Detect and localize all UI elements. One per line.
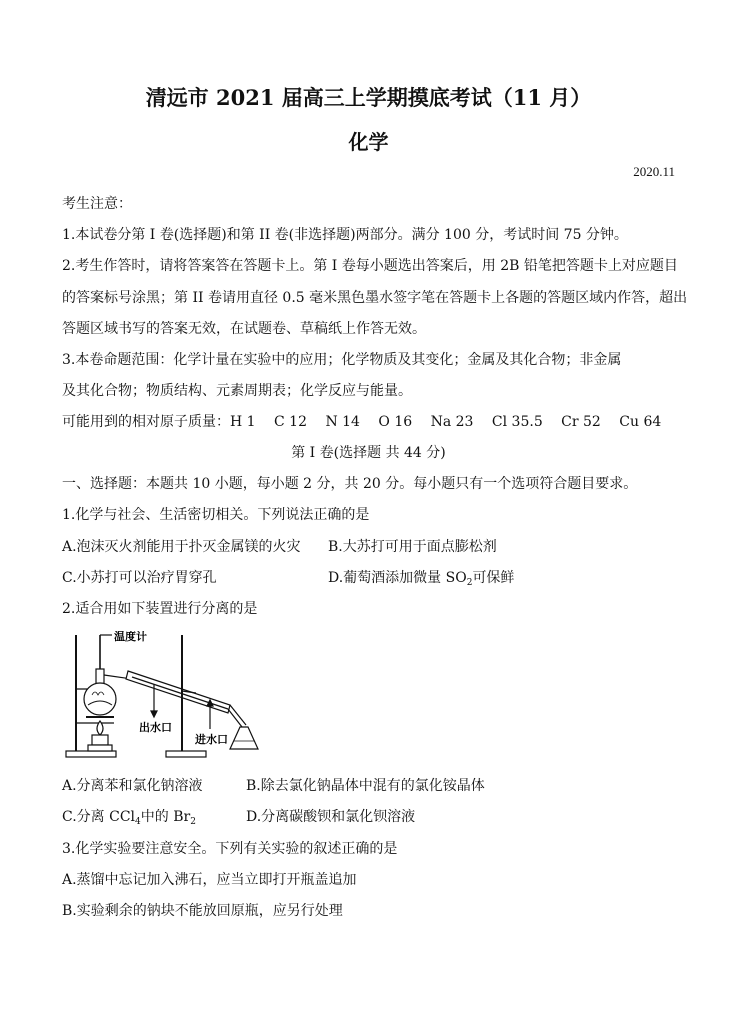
section-1-title: 第 I 卷(选择题 共 44 分) <box>291 445 446 461</box>
note-3-line-1: 3.本卷命题范围：化学计量在实验中的应用；化学物质及其变化；金属及其化合物；非金属 <box>62 352 622 368</box>
water-inlet-label: 进水口 <box>195 733 228 746</box>
question-2-option-b: B.除去氯化钠晶体中混有的氯化铵晶体 <box>246 778 485 794</box>
part-1-heading: 一、选择题：本题共 10 小题，每小题 2 分，共 20 分。每小题只有一个选项符合题目要求。 <box>62 476 638 492</box>
question-2-stem: 2.适合用如下装置进行分离的是 <box>62 601 258 617</box>
distillation-apparatus-figure <box>62 631 272 761</box>
question-3-option-a: A.蒸馏中忘记加入沸石，应当立即打开瓶盖追加 <box>62 872 357 888</box>
note-2-line-3: 答题区域书写的答案无效，在试题卷、草稿纸上作答无效。 <box>62 321 426 337</box>
question-2-option-a: A.分离苯和氯化钠溶液 <box>62 778 203 794</box>
note-1: 1.本试卷分第 I 卷(选择题)和第 II 卷(非选择题)两部分。满分 100 分，考试时间 75 分钟。 <box>62 227 628 243</box>
note-3-line-2: 及其化合物；物质结构、元素周期表；化学反应与能量。 <box>62 383 412 399</box>
distillation-apparatus-drawing <box>62 631 272 761</box>
question-3-stem: 3.化学实验要注意安全。下列有关实验的叙述正确的是 <box>62 841 398 857</box>
question-1-option-d: D.葡萄酒添加微量 $SO_2$可保鲜 <box>328 570 515 588</box>
atomic-masses: 可能用到的相对原子质量：H 1 C 12 N 14 O 16 Na 23 Cl 35.5 Cr 52 Cu 64 <box>62 414 662 430</box>
notes-heading: 考生注意： <box>62 196 132 212</box>
exam-title: 清远市 2021 届高三上学期摸底考试（11 月） <box>145 85 592 110</box>
note-2-line-1: 2.考生作答时，请将答案答在答题卡上。第 I 卷每小题选出答案后，用 2B 铅笔把答题卡上对应题目 <box>62 258 678 274</box>
question-1-option-a: A.泡沫灭火剂能用于扑灭金属镁的火灾 <box>62 539 301 555</box>
question-2-option-d: D.分离碳酸钡和氯化钡溶液 <box>246 809 416 825</box>
question-2-option-c: C.分离 CCl$_4$中的 $Br_2$ <box>62 809 196 827</box>
question-1-stem: 1.化学与社会、生活密切相关。下列说法正确的是 <box>62 507 370 523</box>
note-2-line-2: 的答案标号涂黑；第 II 卷请用直径 0.5 毫米黑色墨水签字笔在答题卡上各题的答题区域内作答，超出 <box>62 290 688 306</box>
water-outlet-label: 出水口 <box>139 721 172 734</box>
exam-subject: 化学 <box>348 130 389 154</box>
question-1-option-c: C.小苏打可以治疗胃穿孔 <box>62 570 217 586</box>
thermometer-label: 温度计 <box>114 631 147 643</box>
question-1-option-b: B.大苏打可用于面点膨松剂 <box>328 539 497 555</box>
question-3-option-b: B.实验剩余的钠块不能放回原瓶，应另行处理 <box>62 903 343 919</box>
exam-date: 2020.11 <box>633 164 675 179</box>
